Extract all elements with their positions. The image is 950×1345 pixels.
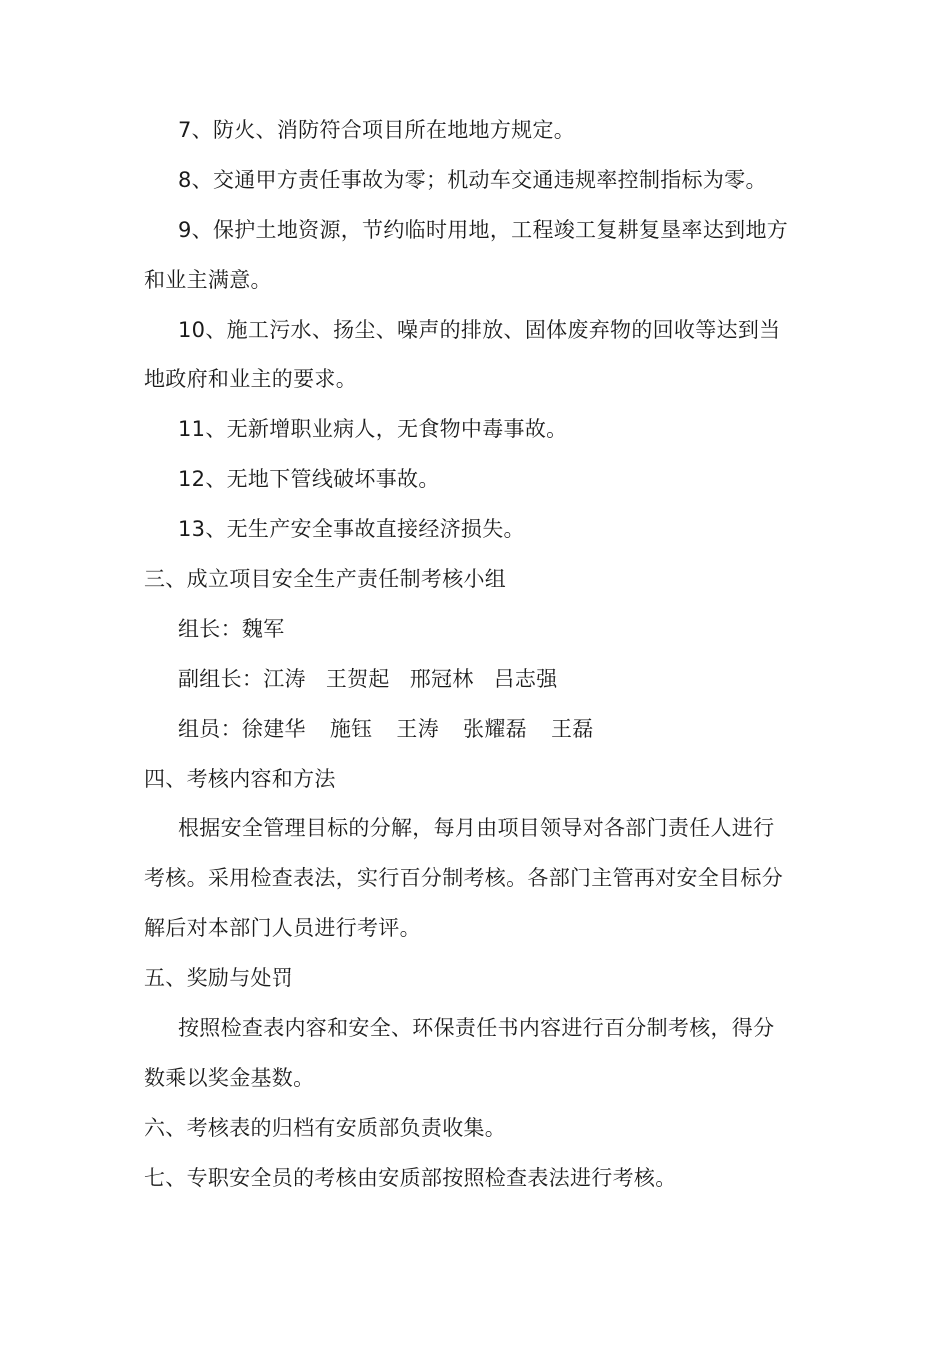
leader-line [144,617,784,642]
section-5-heading: 五、奖励与处罚 [144,966,294,991]
members-label: 组员： [178,716,242,741]
deputy-name: 吕志强 [493,666,558,691]
leader-name: 魏军 [241,616,285,641]
item-12: 12、无地下管线破坏事故。 [178,467,440,492]
members-line [144,717,784,742]
member-name: 王涛 [396,716,440,741]
deputy-name: 王贺起 [325,666,390,691]
item-7: 7、防火、消防符合项目所在地地方规定。 [178,118,576,142]
leader-label: 组长： [178,616,242,641]
section-4-paragraph-line-2: 考核。采用检查表法，实行百分制考核。各部门主管再对安全目标分 [144,866,783,891]
item-10-line-2: 地政府和业主的要求。 [144,367,357,392]
item-10-line-1: 10、施工污水、扬尘、噪声的排放、固体废弃物的回收等达到当 [178,317,781,342]
member-name: 施钰 [329,716,373,741]
section-7-heading: 七、专职安全员的考核由安质部按照检查表法进行考核。 [144,1165,677,1190]
item-13: 13、无生产安全事故直接经济损失。 [178,517,525,542]
member-name: 张耀磊 [463,716,527,741]
section-4-paragraph-line-1: 根据安全管理目标的分解，每月由项目领导对各部门责任人进行 [178,816,775,841]
item-11: 11、无新增职业病人，无食物中毒事故。 [178,417,568,442]
deputy-line [144,667,784,692]
deputy-name: 江涛 [263,666,306,691]
section-5-paragraph-line-2: 数乘以奖金基数。 [144,1065,315,1090]
item-8: 8、交通甲方责任事故为零；机动车交通违规率控制指标为零。 [178,167,767,192]
section-5-paragraph-line-1: 按照检查表内容和安全、环保责任书内容进行百分制考核，得分 [178,1016,775,1041]
document-body [144,118,789,1216]
deputy-label: 副组长： [178,666,264,691]
member-name: 徐建华 [241,716,306,741]
member-name: 王磊 [550,716,594,741]
item-9-line-2: 和业主满意。 [144,267,272,292]
section-3-heading: 三、成立项目安全生产责任制考核小组 [144,567,507,592]
section-4-paragraph-line-3: 解后对本部门人员进行考评。 [144,916,421,941]
section-6-heading: 六、考核表的归档有安质部负责收集。 [144,1115,507,1140]
section-4-heading: 四、考核内容和方法 [144,766,336,791]
deputy-name: 邢冠林 [409,666,474,691]
item-9-line-1: 9、保护土地资源，节约临时用地，工程竣工复耕复垦率达到地方 [178,217,789,242]
